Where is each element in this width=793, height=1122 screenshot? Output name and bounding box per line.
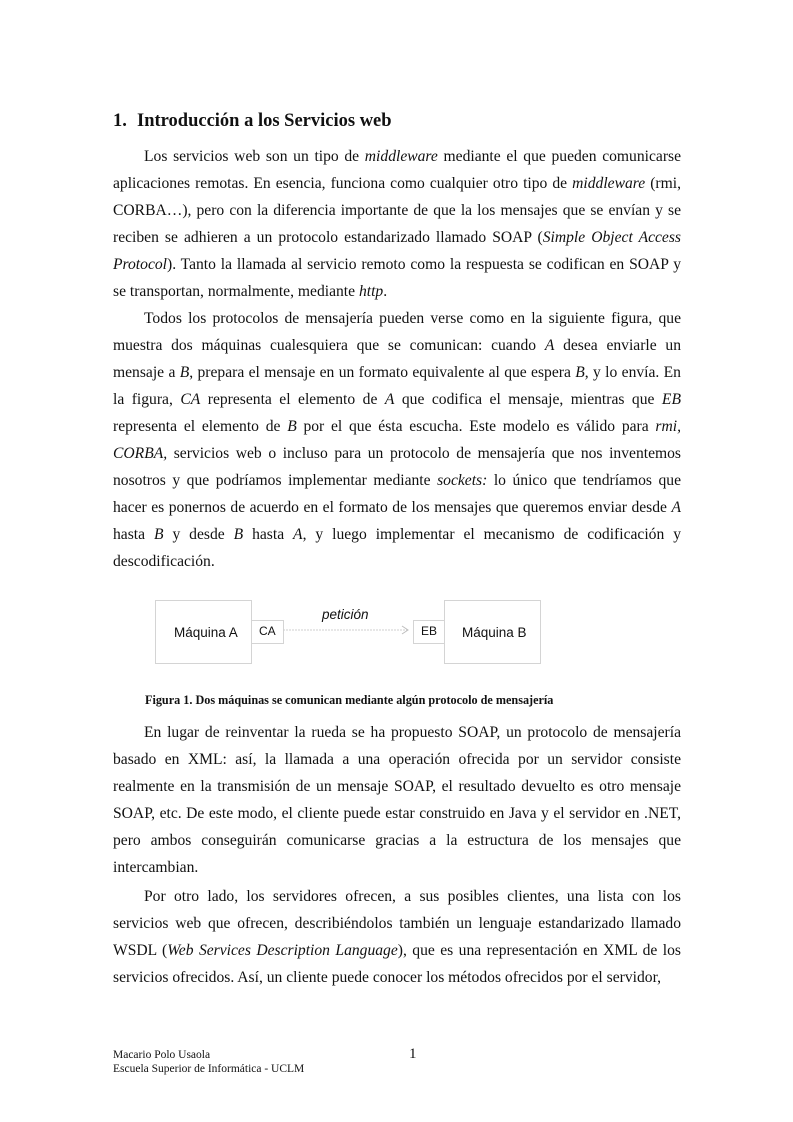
text-run: representa el elemento de — [113, 418, 288, 435]
text-run: Por otro lado, los servidores ofrecen, a sus posibles clientes, una lista con los servicios web que ofrecen, describiéndolos también un lenguaje estandarizado llamado WSDL ( — [113, 888, 681, 959]
request-label: petición — [322, 607, 369, 622]
text-run: lo único que tendríamos que hacer es ponernos de acuerdo en el formato de los mensajes que queremos enviar desde — [113, 472, 682, 516]
footer-credits — [113, 1048, 304, 1076]
italic-term: B — [179, 364, 190, 381]
section-number: 1. — [113, 111, 127, 131]
italic-term: sockets: — [437, 472, 488, 489]
text-run: Los servicios web son un tipo de — [144, 148, 365, 165]
text-run: ). Tanto la llamada al servicio remoto como la respuesta se codifican en SOAP y se transportan, normalmente, mediante — [113, 256, 681, 300]
italic-term: middleware — [572, 175, 646, 192]
machine-a-box — [155, 600, 252, 664]
text-run: , prepara el mensaje en un formato equivalente al que espera — [189, 364, 576, 381]
paragraph-intro — [113, 143, 681, 305]
italic-term: rmi, CORBA, — [113, 418, 681, 462]
italic-term: Web Services Description Language — [167, 942, 398, 959]
italic-term: B — [153, 526, 164, 543]
paragraph-soap: En lugar de reinventar la rueda se ha propuesto SOAP, un protocolo de mensajería basado en XML: así, la llamada a una operación ofrecida por un servidor consiste realmente en la transmisión de un mensaje SOAP, el resultado devuelto es otro mensaje SOAP, etc. De este modo, el cliente puede estar construido en Java y el servidor en .NET, pero ambos conseguirán comunicarse gracias a la estructura de los mensajes que intercambian. — [113, 724, 681, 876]
eb-label: EB — [421, 624, 438, 638]
italic-term: A — [671, 499, 681, 516]
machine-b-label: Máquina B — [462, 625, 527, 640]
eb-box — [413, 620, 445, 644]
text-run: , y lo envía. En la figura, — [113, 364, 681, 408]
text-run: que codifica el mensaje, mientras que — [394, 391, 662, 408]
text-run: , y luego implementar el mecanismo de codificación y descodificación. — [113, 526, 682, 570]
text-run: . — [383, 283, 388, 300]
footer-institution: Escuela Superior de Informática - UCLM — [113, 1063, 305, 1075]
figure-caption: Figura 1. Dos máquinas se comunican mediante algún protocolo de mensajería — [145, 693, 554, 707]
italic-term: EB — [661, 391, 681, 408]
italic-term: B — [287, 418, 297, 435]
text-run: (rmi, CORBA…), pero con la diferencia importante de que la los mensajes que se envían y se reciben se adhieren a un protocolo estandarizado llamado SOAP ( — [113, 175, 681, 246]
machine-a-label: Máquina A — [174, 625, 238, 640]
text-run: por el que ésta escucha. Este modelo es válido para — [296, 418, 656, 435]
text-run: ), que es una representación en XML de los servicios ofrecidos. Así, un cliente puede conocer los métodos ofrecidos por el servidor, — [113, 942, 681, 986]
machine-b-box — [444, 600, 541, 664]
text-run: hasta — [243, 526, 294, 543]
page-number: 1 — [409, 1046, 417, 1062]
paragraph-protocols — [113, 305, 681, 575]
ca-box — [251, 620, 284, 644]
text-run: Todos los protocolos de mensajería pueden verse como en la siguiente figura, que muestra dos máquinas cualesquiera que se comunican: cuando — [113, 310, 681, 354]
body-block-2 — [113, 719, 681, 991]
italic-term: middleware — [364, 148, 438, 165]
text-run: desea enviarle un mensaje a — [113, 337, 681, 381]
italic-term: CA — [180, 391, 201, 408]
messaging-diagram — [155, 600, 541, 664]
text-run: mediante el que pueden comunicarse aplicaciones remotas. En esencia, funciona como cualquier otro tipo de — [113, 148, 682, 192]
text-run: hasta — [113, 526, 154, 543]
paragraph-wsdl — [113, 883, 681, 991]
section-title: Introducción a los Servicios web — [137, 111, 392, 131]
italic-term: B — [575, 364, 585, 381]
italic-term: http — [358, 283, 384, 300]
request-arrow — [283, 624, 413, 636]
body-block-1 — [113, 143, 681, 575]
italic-term: Simple Object Access Protocol — [113, 229, 681, 273]
italic-term: B — [233, 526, 244, 543]
italic-term: A — [293, 526, 303, 543]
section-heading — [113, 111, 392, 132]
text-run: servicios web o incluso para un protocolo de mensajería que nos inventemos nosotros y que podríamos implementar mediante — [113, 445, 681, 489]
text-run: y desde — [163, 526, 234, 543]
italic-term: A — [384, 391, 395, 408]
italic-term: A — [544, 337, 555, 354]
text-run: representa el elemento de — [200, 391, 385, 408]
ca-label: CA — [259, 624, 276, 638]
footer-author: Macario Polo Usaola — [113, 1049, 211, 1061]
